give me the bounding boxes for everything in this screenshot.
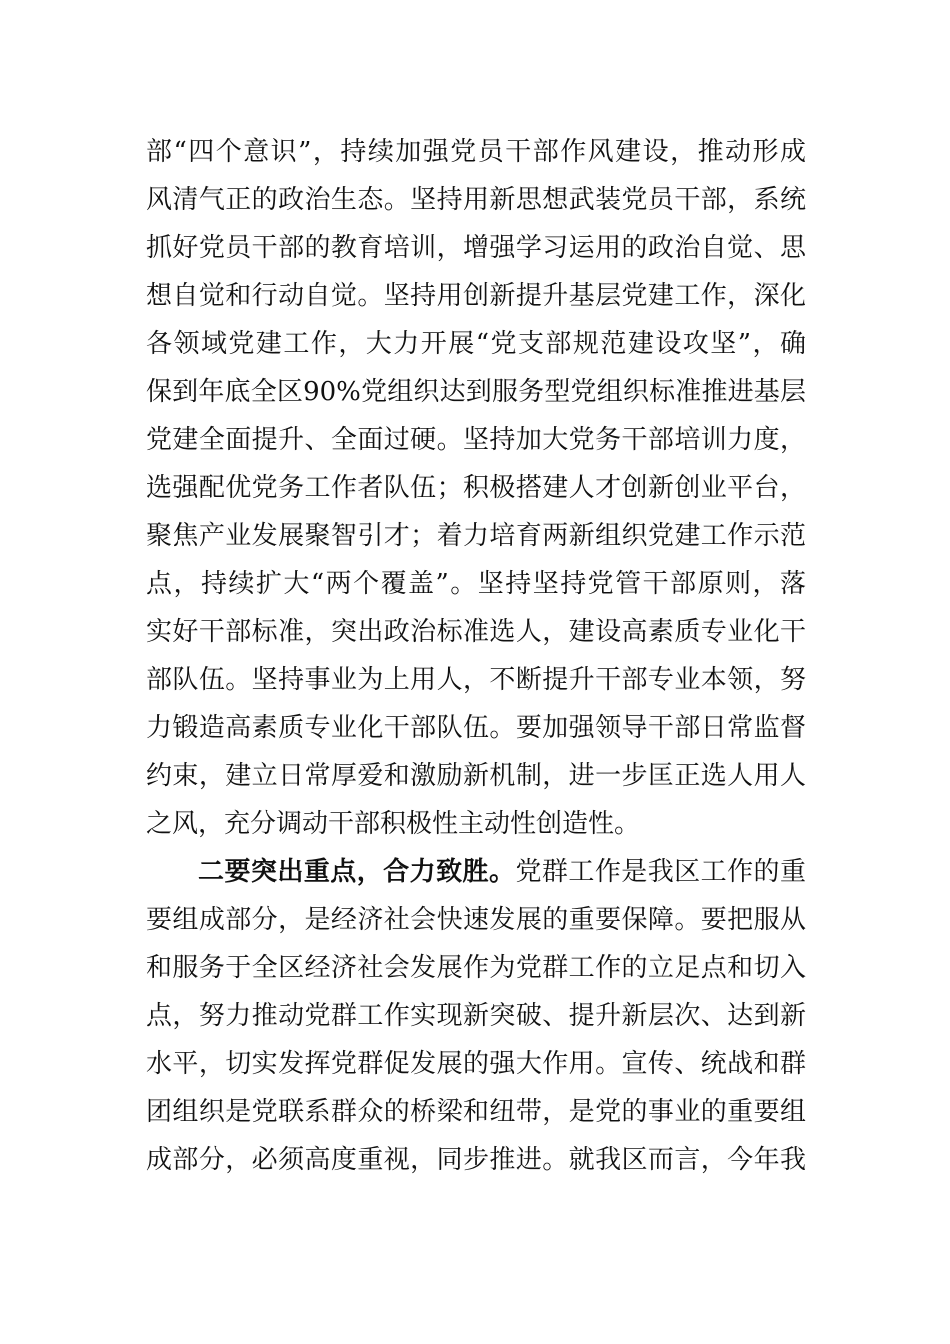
text-line: 风清气正的政治生态。坚持用新思想武装党员干部，系统 xyxy=(146,185,806,215)
text-line: 点，持续扩大“两个覆盖”。坚持坚持党管干部原则，落 xyxy=(146,569,806,599)
text-line: 抓好党员干部的教育培训，增强学习运用的政治自觉、思 xyxy=(146,233,806,263)
text-line: 部“四个意识”，持续加强党员干部作风建设，推动形成 xyxy=(146,137,806,167)
text-line: 选强配优党务工作者队伍；积极搭建人才创新创业平台， xyxy=(146,473,806,503)
text-line: 点，努力推动党群工作实现新突破、提升新层次、达到新 xyxy=(146,1001,806,1031)
text-line: 想自觉和行动自觉。坚持用创新提升基层党建工作，深化 xyxy=(146,281,806,311)
text-line: 之风，充分调动干部积极性主动性创造性。 xyxy=(146,809,641,839)
text-line: 部队伍。坚持事业为上用人，不断提升干部专业本领，努 xyxy=(146,665,806,695)
document-body xyxy=(146,128,806,1184)
text-line: 和服务于全区经济社会发展作为党群工作的立足点和切入 xyxy=(146,953,806,983)
text-line: 约束，建立日常厚爱和激励新机制，进一步匡正选人用人 xyxy=(146,761,806,791)
text-line: 党建全面提升、全面过硬。坚持加大党务干部培训力度， xyxy=(146,425,806,455)
paragraph-first-line xyxy=(146,848,806,896)
section-heading: 二要突出重点，合力致胜。 xyxy=(198,857,516,887)
text-line: 实好干部标准，突出政治标准选人，建设高素质专业化干 xyxy=(146,617,806,647)
text-line: 成部分，必须高度重视，同步推进。就我区而言，今年我 xyxy=(146,1145,806,1175)
text-line: 保到年底全区90%党组织达到服务型党组织标准推进基层 xyxy=(146,377,806,407)
paragraph-party-building xyxy=(146,128,806,848)
text-line: 各领域党建工作，大力开展“党支部规范建设攻坚”，确 xyxy=(146,329,806,359)
text-run: 党群工作是我区工作的重 xyxy=(515,857,806,887)
text-line: 聚焦产业发展聚智引才；着力培育两新组织党建工作示范 xyxy=(146,521,806,551)
text-line: 团组织是党联系群众的桥梁和纽带，是党的事业的重要组 xyxy=(146,1097,806,1127)
paragraph-key-points xyxy=(146,848,806,1184)
text-line: 力锻造高素质专业化干部队伍。要加强领导干部日常监督 xyxy=(146,713,806,743)
text-line: 水平，切实发挥党群促发展的强大作用。宣传、统战和群 xyxy=(146,1049,806,1079)
text-line: 要组成部分，是经济社会快速发展的重要保障。要把服从 xyxy=(146,905,806,935)
